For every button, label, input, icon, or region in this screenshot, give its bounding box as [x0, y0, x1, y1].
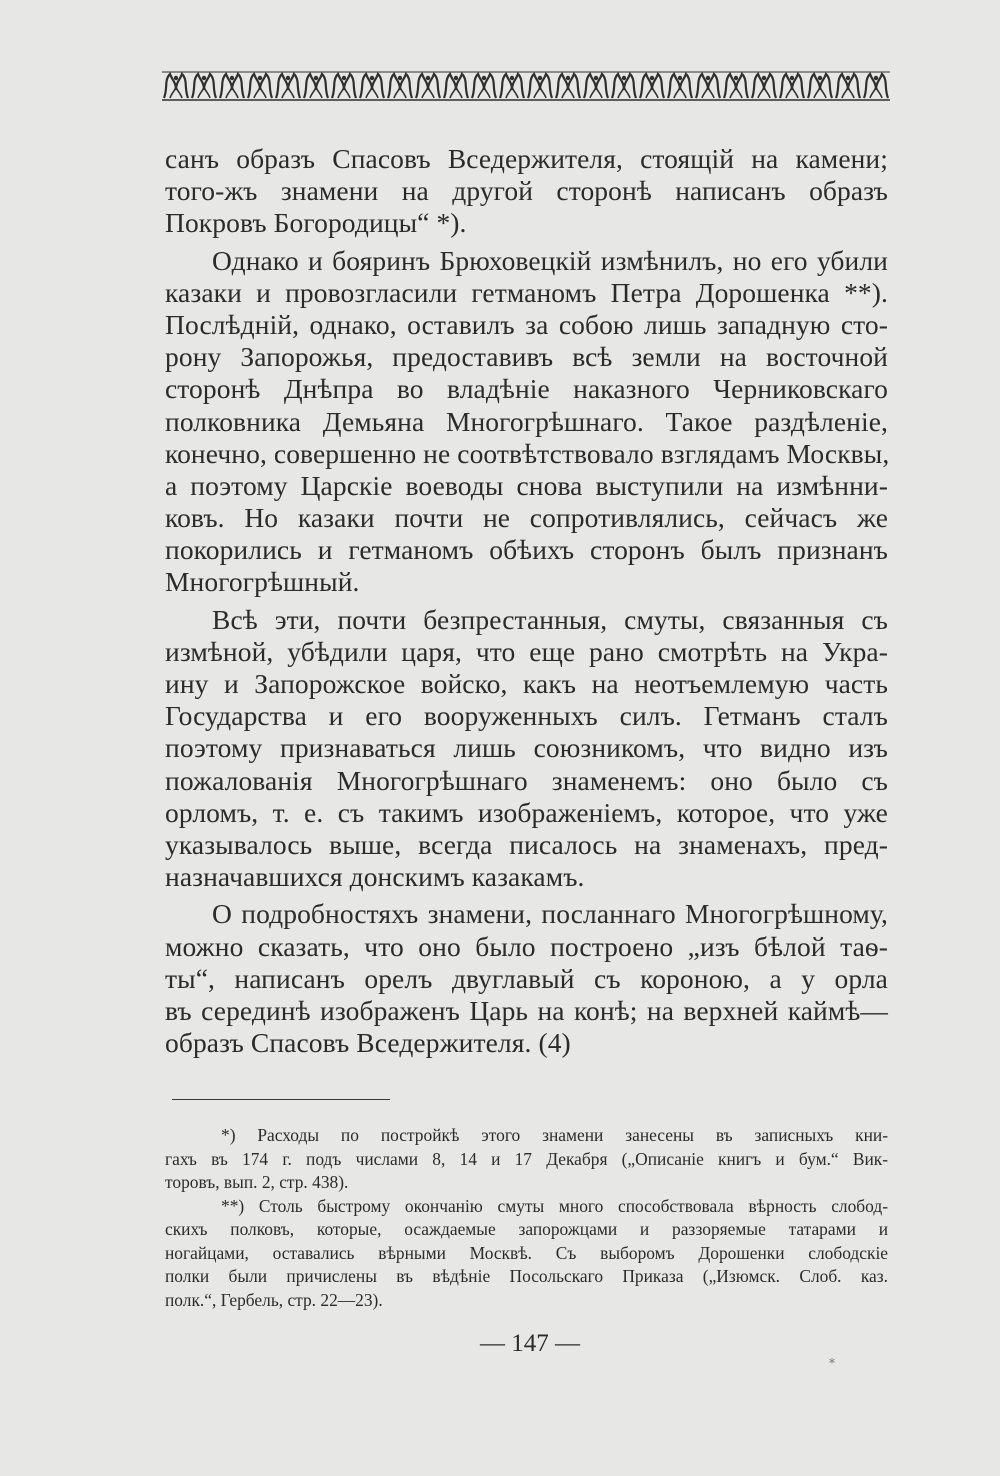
- footnote-line: скихъ полковъ, которые, осаждаемые запорожцами и раззоряемые татарами и: [165, 1219, 888, 1239]
- footnote-line: торовъ, вып. 2, стр. 438).: [165, 1172, 349, 1192]
- text-line: назначавшихся донскимъ казакамъ.: [165, 861, 585, 893]
- text-line: поэтому признаваться лишь союзникомъ, что видно изъ: [165, 732, 888, 764]
- footnote-line: полки были причислены въ вѣдѣніе Посольскаго Приказа („Изюмск. Слоб. каз.: [165, 1266, 888, 1286]
- text-line: Однако и бояринъ Брюховецкій измѣнилъ, но его убили: [212, 244, 888, 276]
- text-line: ты“, написанъ орелъ двуглавый съ короною, а у орла: [165, 962, 888, 994]
- footnote-line: гахъ въ 174 г. подъ числами 8, 14 и 17 Декабря („Описаніе книгъ и бум.“ Вик-: [165, 1148, 888, 1169]
- text-line: казаки и провозгласили гетманомъ Петра Дорошенка **).: [165, 276, 888, 308]
- text-line: санъ образъ Спасовъ Вседержителя, стоящій на камени;: [165, 143, 888, 174]
- text-line: а поэтому Царскіе воеводы снова выступили на измѣнни-: [165, 469, 888, 501]
- header-ornament: [162, 70, 890, 102]
- page-number: — 147 —: [480, 1330, 580, 1357]
- text-line: Государства и его вооруженныхъ силъ. Гетманъ сталъ: [165, 700, 888, 732]
- footnotes: [165, 1124, 888, 1312]
- footnote-line: *) Расходы по постройкѣ этого знамени занесены въ записныхъ кни-: [221, 1125, 888, 1145]
- text-line: образъ Спасовъ Вседержителя. (4): [165, 1027, 571, 1059]
- text-line: полковника Демьяна Многогрѣшнаго. Такое раздѣленіе,: [165, 405, 888, 437]
- text-line: можно сказать, что оно было построено „изъ бѣлой таѳ-: [165, 930, 888, 962]
- text-line: рону Запорожья, предоставивъ всѣ земли на восточной: [165, 341, 888, 373]
- print-speck: *: [829, 1356, 835, 1370]
- footnote-line: ногайцами, оставались вѣрными Москвѣ. Съ выборомъ Дорошенки слободскіе: [165, 1242, 888, 1263]
- footnote-line: **) Столь быстрому окончанію смуты много способствовала вѣрность слобод-: [221, 1195, 888, 1216]
- text-line: пожалованія Многогрѣшнаго знаменемъ: оно было съ: [165, 764, 888, 796]
- text-line: Покровъ Богородицы“ *).: [165, 207, 467, 239]
- text-line: ковъ. Но казаки почти не сопротивлялись, сейчасъ же: [165, 502, 888, 534]
- text-line: сторонѣ Днѣпра во владѣніе наказного Черниковскаго: [165, 373, 888, 405]
- text-line: конечно, совершенно не соотвѣтствовало взглядамъ Москвы,: [165, 437, 890, 469]
- text-line: того-жъ знамени на другой сторонѣ написанъ образъ: [165, 175, 888, 207]
- footnote-divider: [172, 1099, 390, 1100]
- text-line: Многогрѣшный.: [165, 566, 360, 598]
- text-line: измѣной, убѣдили царя, что еще рано смотрѣть на Укра-: [165, 635, 888, 667]
- text-line: О подробностяхъ знамени, посланнаго Многогрѣшному,: [212, 898, 888, 930]
- text-line: Послѣдній, однако, оставилъ за собою лишь западную сто-: [165, 308, 888, 340]
- text-line: въ серединѣ изображенъ Царь на конѣ; на верхней каймѣ—: [165, 994, 888, 1026]
- text-line: указывалось выше, всегда писалось на знаменахъ, пред-: [165, 828, 888, 860]
- text-line: Всѣ эти, почти безпрестанныя, смуты, связанныя съ: [212, 603, 888, 635]
- text-line: орломъ, т. е. съ такимъ изображеніемъ, которое, что уже: [165, 796, 888, 828]
- text-line: ину и Запорожское войско, какъ на неотъемлемую часть: [165, 668, 888, 699]
- main-text: [165, 143, 888, 1059]
- text-line: покорились и гетманомъ обѣихъ сторонъ былъ признанъ: [165, 534, 888, 566]
- footnote-line: полк.“, Гербель, стр. 22—23).: [165, 1289, 383, 1310]
